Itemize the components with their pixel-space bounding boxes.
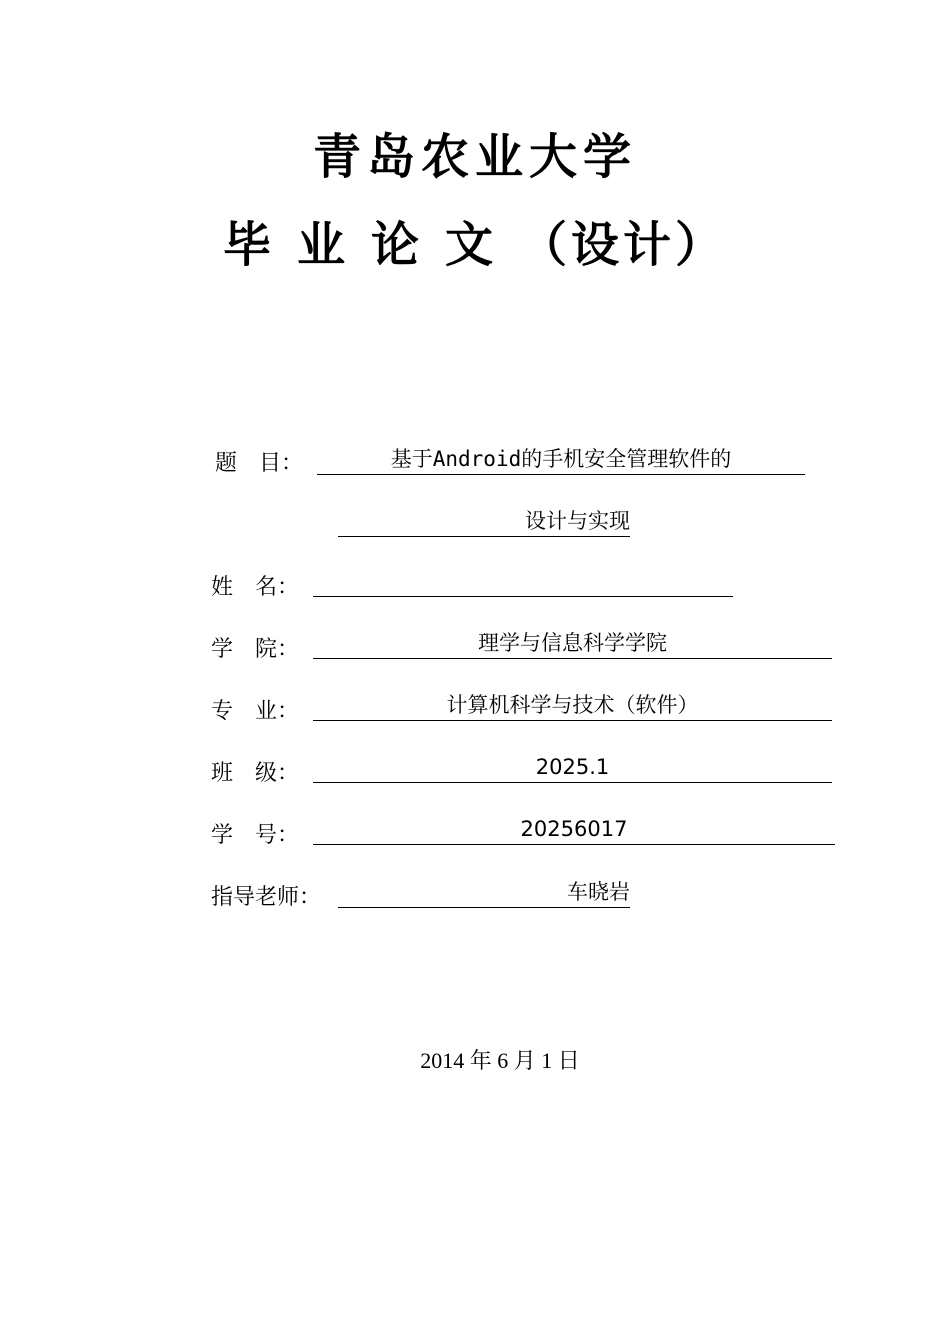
thesis-type-word: （设计）	[519, 217, 728, 273]
college-label: 学 院：	[211, 637, 300, 662]
major-field: 计算机科学与技术（软件）	[313, 690, 832, 721]
student-id-field: 20256017	[313, 814, 835, 845]
topic-field-line2: 设计与实现	[338, 506, 630, 537]
thesis-type-word: 毕	[222, 217, 275, 273]
advisor-field: 车晓岩	[338, 877, 630, 908]
advisor-label: 指导老师：	[211, 885, 322, 910]
name-label: 姓 名：	[211, 575, 300, 600]
college-field: 理学与信息科学学院	[313, 628, 832, 659]
thesis-type-word: 文	[445, 217, 498, 273]
thesis-type-title	[0, 206, 950, 275]
thesis-type-word: 论	[370, 217, 423, 273]
class-label: 班 级：	[211, 761, 300, 786]
topic-label: 题 目：	[215, 451, 304, 476]
class-field: 2025.1	[313, 752, 832, 783]
university-title: 青岛农业大学	[312, 129, 637, 185]
submission-date: 2014 年 6 月 1 日	[420, 1048, 580, 1073]
major-label: 专 业：	[211, 699, 300, 724]
name-field	[313, 566, 733, 597]
thesis-type-word: 业	[296, 217, 349, 273]
student-id-label: 学 号：	[211, 823, 300, 848]
topic-field-line1: 基于Android的手机安全管理软件的	[317, 444, 805, 475]
